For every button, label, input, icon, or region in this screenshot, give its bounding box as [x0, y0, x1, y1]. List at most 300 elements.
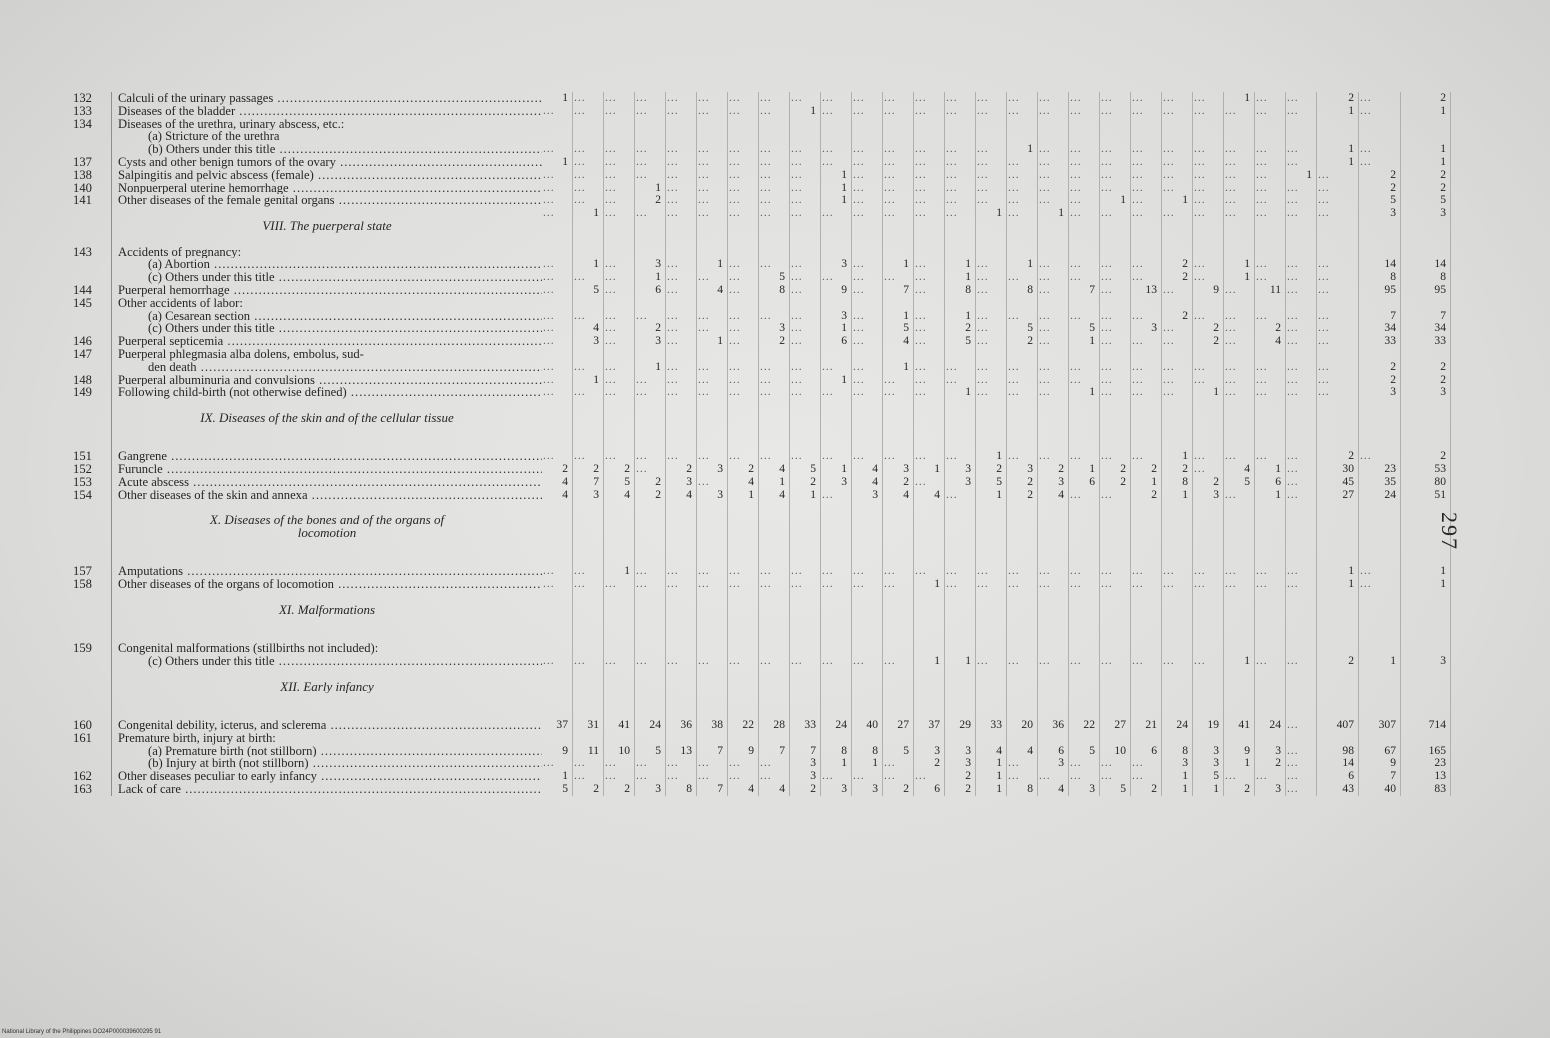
value-cell: [1255, 732, 1286, 745]
total-cell: 95: [1359, 284, 1401, 297]
value-cell: [914, 770, 945, 783]
empty-cell: [1100, 540, 1131, 553]
value-cell: [790, 732, 821, 745]
empty-cell: [759, 220, 790, 233]
value-cell: [1131, 92, 1162, 105]
value-cell: [1007, 565, 1038, 578]
empty-cell: [1401, 617, 1451, 630]
empty-cell: [1131, 412, 1162, 425]
value-cell: [697, 271, 728, 284]
value-cell: [1100, 757, 1131, 770]
value-cell: [1286, 105, 1317, 118]
value-cell: 3: [883, 463, 914, 476]
value-cell: [1100, 361, 1131, 374]
total-cell: 6: [1317, 770, 1359, 783]
row-number-cell: [60, 706, 112, 719]
total-cell: 14: [1359, 258, 1401, 271]
total-cell: 40: [1359, 783, 1401, 796]
row-number: 144: [60, 284, 112, 297]
value-cell: [604, 169, 635, 182]
empty-cell: [1359, 668, 1401, 681]
empty-cell: [1286, 693, 1317, 706]
value-cell: [1038, 297, 1069, 310]
value-cell: [666, 92, 697, 105]
value-cell: [945, 361, 976, 374]
value-cell: 2: [1131, 489, 1162, 502]
value-cell: [1100, 386, 1131, 399]
value-cell: [759, 246, 790, 259]
value-cell: [1069, 374, 1100, 387]
empty-cell: [1131, 693, 1162, 706]
empty-cell: [573, 412, 604, 425]
value-cell: 2: [604, 463, 635, 476]
total-cell: 2: [1317, 92, 1359, 105]
empty-cell: [1359, 233, 1401, 246]
value-cell: [1162, 322, 1193, 335]
value-cell: [1038, 258, 1069, 271]
value-cell: 13: [666, 745, 697, 758]
empty-cell: [759, 438, 790, 451]
row-label: (b) Others under this title .....: [112, 143, 542, 156]
value-cell: [1162, 374, 1193, 387]
empty-cell: [635, 604, 666, 617]
total-cell: 2: [1401, 92, 1451, 105]
empty-cell: [1162, 693, 1193, 706]
value-cell: [666, 450, 697, 463]
value-cell: [542, 297, 573, 310]
value-cell: [728, 297, 759, 310]
value-cell: [852, 105, 883, 118]
row-number: [60, 310, 112, 323]
value-cell: [1038, 322, 1069, 335]
empty-cell: [573, 693, 604, 706]
value-cell: [852, 655, 883, 668]
value-cell: [883, 578, 914, 591]
total-cell: [1317, 207, 1359, 220]
value-cell: 1: [914, 655, 945, 668]
empty-cell: [1100, 681, 1131, 694]
value-cell: [976, 118, 1007, 131]
empty-cell: [573, 233, 604, 246]
total-cell: [1317, 297, 1359, 310]
empty-cell: [883, 514, 914, 527]
value-cell: [790, 348, 821, 361]
value-cell: 4: [1255, 335, 1286, 348]
value-cell: [728, 156, 759, 169]
value-cell: [976, 284, 1007, 297]
value-cell: [1255, 143, 1286, 156]
total-cell: [1317, 182, 1359, 195]
value-cell: 2: [1007, 476, 1038, 489]
total-cell: [1359, 565, 1401, 578]
page-number: 297: [1437, 512, 1462, 551]
empty-cell: [604, 591, 635, 604]
empty-cell: [1401, 706, 1451, 719]
value-cell: 5: [945, 335, 976, 348]
value-cell: [1131, 194, 1162, 207]
value-cell: 2: [1007, 335, 1038, 348]
empty-cell: [1131, 681, 1162, 694]
value-cell: [883, 770, 914, 783]
value-cell: [1007, 386, 1038, 399]
value-cell: 2: [1131, 463, 1162, 476]
value-cell: [573, 105, 604, 118]
total-cell: 13: [1401, 770, 1451, 783]
row-label: Following child-birth (not otherwise defined) .....: [112, 386, 542, 399]
blank-label: [112, 668, 542, 681]
value-cell: 36: [666, 719, 697, 732]
total-cell: 24: [1359, 489, 1401, 502]
empty-cell: [1038, 412, 1069, 425]
value-cell: 2: [1255, 322, 1286, 335]
total-cell: [1401, 118, 1451, 131]
value-cell: 8: [945, 284, 976, 297]
row-number: [60, 361, 112, 374]
value-cell: [666, 348, 697, 361]
empty-cell: [1286, 668, 1317, 681]
empty-cell: [914, 502, 945, 515]
value-cell: [1038, 578, 1069, 591]
value-cell: [759, 169, 790, 182]
value-cell: 1: [821, 757, 852, 770]
empty-cell: [852, 412, 883, 425]
empty-cell: [821, 412, 852, 425]
empty-cell: [852, 425, 883, 438]
total-cell: [1401, 642, 1451, 655]
value-cell: [573, 386, 604, 399]
row-label: Congenital malformations (stillbirths not included):: [118, 642, 379, 656]
value-cell: [914, 271, 945, 284]
section-heading: XII. Early infancy: [280, 680, 374, 694]
value-cell: 4: [1038, 489, 1069, 502]
value-cell: [852, 348, 883, 361]
row-label: Puerperal albuminuria and convulsions .....: [112, 374, 542, 387]
total-cell: [1401, 732, 1451, 745]
value-cell: 5: [573, 284, 604, 297]
value-cell: [542, 246, 573, 259]
value-cell: [1131, 374, 1162, 387]
empty-cell: [759, 604, 790, 617]
value-cell: [1193, 297, 1224, 310]
value-cell: [1162, 207, 1193, 220]
value-cell: [914, 246, 945, 259]
value-cell: [790, 386, 821, 399]
value-cell: [635, 118, 666, 131]
value-cell: [945, 143, 976, 156]
value-cell: 3: [1038, 476, 1069, 489]
value-cell: [759, 655, 790, 668]
value-cell: [790, 297, 821, 310]
empty-cell: [1100, 553, 1131, 566]
empty-cell: [1007, 668, 1038, 681]
empty-cell: [821, 514, 852, 527]
row-number-cell: [60, 629, 112, 642]
value-cell: [1100, 322, 1131, 335]
empty-cell: [1224, 412, 1255, 425]
row-label: Salpingitis and pelvic abscess (female) .....: [112, 169, 542, 182]
value-cell: [1286, 565, 1317, 578]
value-cell: [790, 130, 821, 143]
empty-cell: [635, 629, 666, 642]
value-cell: [1193, 105, 1224, 118]
value-cell: [666, 118, 697, 131]
value-cell: [1100, 348, 1131, 361]
total-cell: 9: [1359, 757, 1401, 770]
value-cell: [666, 284, 697, 297]
empty-cell: [945, 604, 976, 617]
value-cell: [697, 322, 728, 335]
row-label: Nonpuerperal uterine hemorrhage .....: [112, 182, 542, 195]
value-cell: [1131, 348, 1162, 361]
total-cell: [1317, 310, 1359, 323]
value-cell: [1193, 130, 1224, 143]
value-cell: [976, 169, 1007, 182]
value-cell: [1193, 246, 1224, 259]
empty-cell: [728, 540, 759, 553]
blank-label: [112, 502, 542, 515]
empty-cell: [635, 540, 666, 553]
empty-cell: [1100, 629, 1131, 642]
empty-cell: [635, 412, 666, 425]
value-cell: 5: [883, 745, 914, 758]
empty-cell: [790, 399, 821, 412]
blank-label: [112, 425, 542, 438]
value-cell: [852, 156, 883, 169]
value-cell: [976, 386, 1007, 399]
value-cell: [573, 310, 604, 323]
empty-cell: [1162, 233, 1193, 246]
empty-cell: [1038, 220, 1069, 233]
value-cell: [666, 105, 697, 118]
empty-cell: [1100, 706, 1131, 719]
value-cell: 3: [1069, 783, 1100, 796]
empty-cell: [1255, 681, 1286, 694]
empty-cell: [1286, 681, 1317, 694]
value-cell: [1286, 156, 1317, 169]
value-cell: [976, 297, 1007, 310]
empty-cell: [1100, 591, 1131, 604]
total-cell: [1359, 348, 1401, 361]
value-cell: [635, 169, 666, 182]
empty-cell: [1131, 220, 1162, 233]
empty-cell: [976, 553, 1007, 566]
total-cell: 34: [1359, 322, 1401, 335]
value-cell: 9: [542, 745, 573, 758]
empty-cell: [697, 412, 728, 425]
empty-cell: [1193, 220, 1224, 233]
value-cell: [1007, 348, 1038, 361]
value-cell: 3: [914, 745, 945, 758]
value-cell: [1224, 118, 1255, 131]
empty-cell: [1193, 629, 1224, 642]
empty-cell: [1100, 220, 1131, 233]
value-cell: [759, 105, 790, 118]
empty-cell: [945, 425, 976, 438]
value-cell: 2: [759, 335, 790, 348]
value-cell: [759, 348, 790, 361]
empty-cell: [666, 604, 697, 617]
value-cell: 1: [945, 258, 976, 271]
empty-cell: [1401, 591, 1451, 604]
value-cell: [604, 297, 635, 310]
value-cell: [1131, 310, 1162, 323]
value-cell: [1193, 156, 1224, 169]
value-cell: 1: [1162, 783, 1193, 796]
empty-cell: [1038, 668, 1069, 681]
row-label: (c) Others under this title .....: [112, 655, 542, 668]
value-cell: [1286, 348, 1317, 361]
empty-cell: [790, 412, 821, 425]
value-cell: [1100, 578, 1131, 591]
row-label: Furuncle .....: [112, 463, 542, 476]
empty-cell: [573, 527, 604, 540]
empty-cell: [1286, 233, 1317, 246]
value-cell: [697, 169, 728, 182]
value-cell: [914, 284, 945, 297]
value-cell: [976, 732, 1007, 745]
empty-cell: [542, 220, 573, 233]
empty-cell: [914, 425, 945, 438]
value-cell: [1193, 182, 1224, 195]
value-cell: [1224, 207, 1255, 220]
empty-cell: [1007, 693, 1038, 706]
row-number: [60, 258, 112, 271]
empty-cell: [914, 617, 945, 630]
value-cell: 4: [573, 322, 604, 335]
value-cell: [1038, 284, 1069, 297]
empty-cell: [728, 706, 759, 719]
value-cell: 2: [666, 463, 697, 476]
value-cell: [635, 374, 666, 387]
total-cell: 2: [1401, 374, 1451, 387]
value-cell: 2: [573, 463, 604, 476]
total-cell: [1401, 297, 1451, 310]
row-number: 159: [60, 642, 112, 655]
empty-cell: [635, 399, 666, 412]
value-cell: [1286, 386, 1317, 399]
row-number: [60, 271, 112, 284]
row-number-cell: [60, 502, 112, 515]
value-cell: [883, 182, 914, 195]
empty-cell: [542, 604, 573, 617]
value-cell: [728, 143, 759, 156]
value-cell: 1: [1224, 258, 1255, 271]
value-cell: [635, 207, 666, 220]
value-cell: [1131, 386, 1162, 399]
empty-cell: [790, 553, 821, 566]
value-cell: [852, 207, 883, 220]
value-cell: [914, 386, 945, 399]
empty-cell: [759, 681, 790, 694]
value-cell: 2: [1162, 310, 1193, 323]
empty-cell: [635, 706, 666, 719]
value-cell: [821, 565, 852, 578]
empty-cell: [1286, 604, 1317, 617]
value-cell: [883, 169, 914, 182]
empty-cell: [759, 425, 790, 438]
value-cell: [1255, 130, 1286, 143]
empty-cell: [1317, 693, 1359, 706]
empty-cell: [697, 438, 728, 451]
empty-cell: [821, 502, 852, 515]
value-cell: [852, 732, 883, 745]
total-cell: 2: [1359, 182, 1401, 195]
value-cell: [728, 335, 759, 348]
value-cell: 1: [1100, 194, 1131, 207]
value-cell: 1: [1007, 258, 1038, 271]
value-cell: [728, 757, 759, 770]
total-cell: 2: [1359, 169, 1401, 182]
row-number-cell: [60, 668, 112, 681]
empty-cell: [542, 617, 573, 630]
empty-cell: [945, 438, 976, 451]
empty-cell: [914, 681, 945, 694]
empty-cell: [1359, 617, 1401, 630]
value-cell: [945, 246, 976, 259]
value-cell: [1038, 732, 1069, 745]
value-cell: [1131, 118, 1162, 131]
value-cell: [604, 130, 635, 143]
value-cell: 1: [1224, 92, 1255, 105]
value-cell: 1: [635, 182, 666, 195]
value-cell: 1: [1069, 386, 1100, 399]
value-cell: [1286, 476, 1317, 489]
empty-cell: [635, 438, 666, 451]
value-cell: [883, 156, 914, 169]
empty-cell: [604, 233, 635, 246]
row-number: 132: [60, 92, 112, 105]
value-cell: [1131, 143, 1162, 156]
row-number: 158: [60, 578, 112, 591]
empty-cell: [1317, 233, 1359, 246]
value-cell: 7: [790, 745, 821, 758]
total-cell: 53: [1401, 463, 1451, 476]
value-cell: 4: [1007, 745, 1038, 758]
value-cell: [728, 169, 759, 182]
row-label: Premature birth, injury at birth:: [118, 731, 276, 745]
value-cell: [1069, 105, 1100, 118]
row-number: 143: [60, 246, 112, 259]
empty-cell: [728, 220, 759, 233]
value-cell: [1100, 374, 1131, 387]
value-cell: 1: [1255, 489, 1286, 502]
value-cell: [852, 246, 883, 259]
value-cell: [666, 322, 697, 335]
empty-cell: [1359, 425, 1401, 438]
value-cell: 3: [697, 489, 728, 502]
value-cell: [1069, 310, 1100, 323]
empty-cell: [666, 220, 697, 233]
empty-cell: [1286, 438, 1317, 451]
value-cell: [573, 642, 604, 655]
value-cell: [1131, 156, 1162, 169]
empty-cell: [573, 629, 604, 642]
value-cell: [976, 105, 1007, 118]
empty-cell: [1069, 425, 1100, 438]
value-cell: [852, 284, 883, 297]
value-cell: [573, 757, 604, 770]
value-cell: 4: [883, 335, 914, 348]
value-cell: [1224, 297, 1255, 310]
value-cell: [1286, 463, 1317, 476]
value-cell: [728, 92, 759, 105]
value-cell: [697, 361, 728, 374]
value-cell: [852, 92, 883, 105]
row-label: Calculi of the urinary passages .....: [112, 92, 542, 105]
value-cell: [635, 450, 666, 463]
empty-cell: [945, 399, 976, 412]
value-cell: 8: [821, 745, 852, 758]
